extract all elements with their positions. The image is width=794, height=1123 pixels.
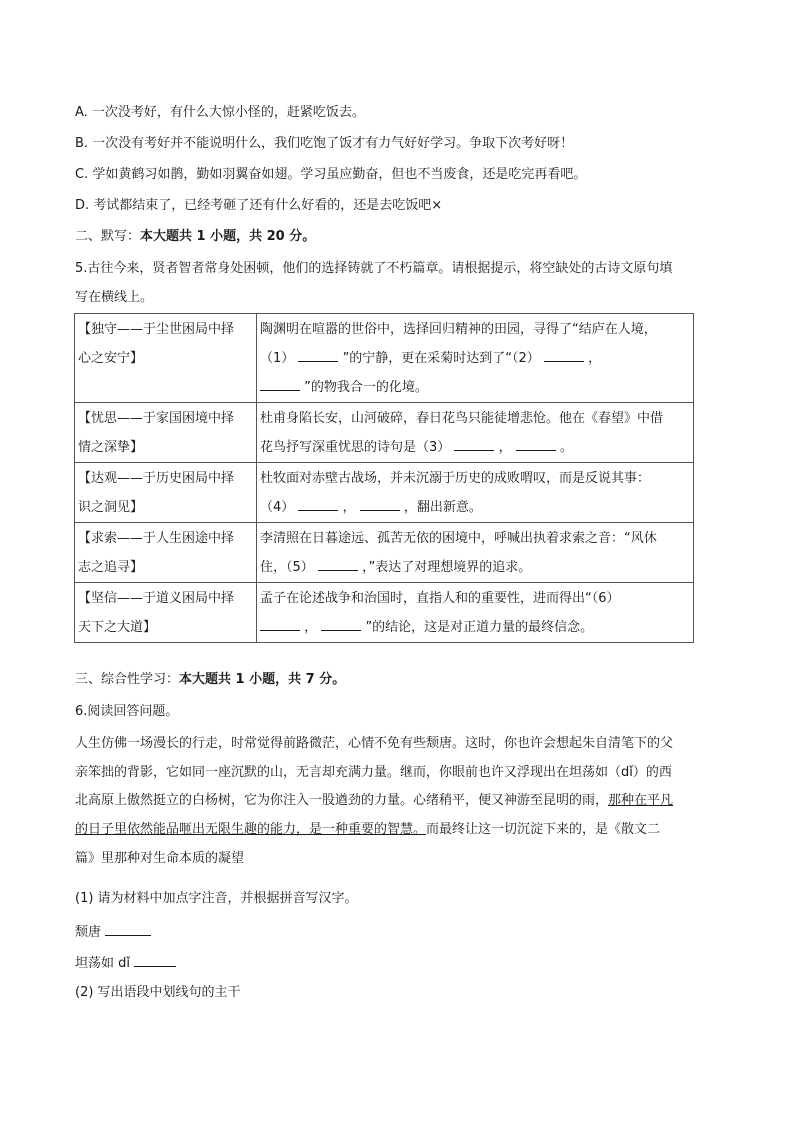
- table-row: [75, 314, 694, 403]
- underlined-sentence-part-2: 的日子里依然能品咂出无限生趣的能力，是一种重要的智慧。: [75, 822, 427, 838]
- option-a: A. 一次没考好，有什么大惊小怪的，赶紧吃饭去。: [75, 105, 365, 120]
- q6-sub-2: (2) 写出语段中划线句的主干: [75, 985, 241, 1000]
- section-2-label: 二、默写：: [75, 229, 141, 244]
- poem-fill-table: [74, 313, 694, 643]
- option-c: C. 学如黄鹤习如鹊，勤如羽翼奋如翅。学习虽应勤奋，但也不当废食，还是吃完再看吧。: [75, 167, 587, 182]
- theme-cell: 【忧思——于家国困境中择 情之深挚】: [75, 403, 257, 463]
- q6-prompt: 6.阅读回答问题。: [75, 704, 179, 719]
- section-2-desc: 本大题共 1 小题，共 20 分。: [140, 229, 316, 244]
- prompt-cell: 杜甫身陷长安，山河破碎，春日花鸟只能徒增悲怆。他在《春望》中借 花鸟抒写深重忧思的诗句是（3） ， 。: [257, 403, 694, 463]
- answer-blank-3a[interactable]: [454, 436, 494, 451]
- option-b: B. 一次没有考好并不能说明什么，我们吃饱了饭才有力气好好学习。争取下次考好呀！: [75, 136, 574, 151]
- answer-blank-6a[interactable]: [260, 616, 300, 631]
- table-row: [75, 583, 694, 643]
- answer-blank-2a[interactable]: [544, 347, 584, 362]
- prompt-cell: 杜牧面对赤壁古战场，并未沉溺于历史的成败喟叹，而是反说其事： （4） ， ，翻出新意。: [257, 463, 694, 523]
- option-d: D. 考试都结束了，已经考砸了还有什么好看的，还是去吃饭吧×: [75, 198, 443, 213]
- answer-blank-4a[interactable]: [298, 496, 338, 511]
- prompt-cell: 陶渊明在喧嚣的世俗中，选择回归精神的田园，寻得了“结庐在人境， （1） ”的宁静，更在采菊时达到了“（2） ， ”的物我合一的化境。: [257, 314, 694, 403]
- prompt-cell: 李清照在日暮途远、孤苦无依的困境中，呼喊出执着求索之音：“风休 住，（5） ，”表达了对理想境界的追求。: [257, 523, 694, 583]
- section-3-heading: [75, 670, 345, 690]
- section-3-label: 三、综合性学习：: [75, 672, 180, 687]
- answer-blank-1[interactable]: [298, 347, 338, 362]
- reading-passage: 人生仿佛一场漫长的行走，时常觉得前路微茫，心情不免有些颓唐。这时，你也许会想起朱自清笔下的父 亲笨拙的背影，它如同一座沉默的山，无言却充满力量。继而，你眼前也许又浮现出在坦荡如（dǐ）的西 北高原上傲然挺立的白杨树，它为你注入一股遒劲的力量。心绪稍平，便又神游至昆明的雨，那种在平凡 的日子里依然能品咂出无限生趣的能力，是一种重要的智慧。而最终让这一切沉淀下来的，是《散文二 篇》里那种对生命本质的凝望: [75, 736, 674, 866]
- q6-sub-1: (1) 请为材料中加点字注音，并根据拼音写汉字。: [75, 891, 358, 906]
- answer-blank-2b[interactable]: [260, 376, 300, 391]
- answer-blank-4b[interactable]: [360, 496, 400, 511]
- fill-row-2: 坦荡如 dǐ: [75, 952, 176, 972]
- fill-row-1: 颓唐: [75, 921, 151, 941]
- answer-blank-hanzi[interactable]: [134, 952, 176, 967]
- table-row: [75, 523, 694, 583]
- q5-prompt-line-1: 5.古往今来，贤者智者常身处困顿，他们的选择铸就了不朽篇章。请根据提示，将空缺处的古诗文原句填: [75, 261, 673, 276]
- table-row: [75, 463, 694, 523]
- prompt-cell: 孟子在论述战争和治国时，直指人和的重要性，进而得出“（6） ， ”的结论，这是对正道力量的最终信念。: [257, 583, 694, 643]
- answer-blank-6b[interactable]: [321, 616, 361, 631]
- theme-cell: 【坚信——于道义困局中择 天下之大道】: [75, 583, 257, 643]
- section-3-desc: 本大题共 1 小题，共 7 分。: [179, 672, 346, 687]
- underlined-sentence-part-1: 那种在平凡: [608, 793, 674, 809]
- theme-cell: 【达观——于历史困局中择 识之洞见】: [75, 463, 257, 523]
- theme-cell: 【独守——于尘世困局中择 心之安宁】: [75, 314, 257, 403]
- section-2-heading: [75, 227, 315, 247]
- q5-prompt-line-2: 写在横线上。: [75, 290, 154, 305]
- answer-blank-3b[interactable]: [516, 436, 556, 451]
- table-row: [75, 403, 694, 463]
- theme-cell: 【求索——于人生困途中择 志之追寻】: [75, 523, 257, 583]
- answer-blank-5[interactable]: [318, 556, 358, 571]
- answer-blank-pinyin[interactable]: [105, 921, 151, 936]
